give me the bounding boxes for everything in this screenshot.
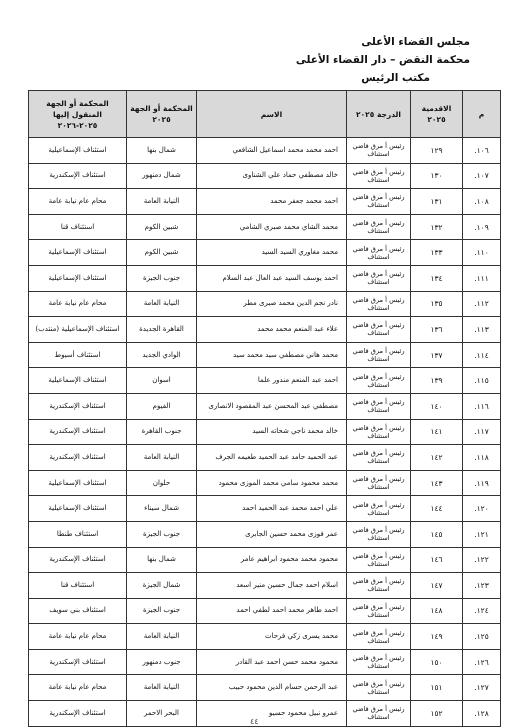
cell-seniority: ١٤٤ (411, 496, 463, 522)
cell-name: محمد محمود سامي محمد الموزى محمود (197, 470, 347, 496)
cell-seniority: ١٣٥ (411, 291, 463, 317)
cell-grade: رئيس أ مرق قاضي استئناف (347, 368, 411, 394)
cell-seniority: ١٤٢ (411, 445, 463, 471)
cell-grade: رئيس أ مرق قاضي استئناف (347, 701, 411, 727)
cell-grade: رئيس أ مرق قاضي استئناف (347, 240, 411, 266)
cell-court: اسوان (127, 368, 197, 394)
cell-seniority: ١٥٠ (411, 649, 463, 675)
cell-grade: رئيس أ مرق قاضي استئناف (347, 419, 411, 445)
table-body (29, 138, 501, 727)
cell-seq: ١٠٧. (463, 163, 501, 189)
cell-name: محمد هاني مصطفي سيد محمد سيد (197, 342, 347, 368)
cell-grade: رئيس أ مرق قاضي استئناف (347, 470, 411, 496)
cell-grade: رئيس أ مرق قاضي استئناف (347, 291, 411, 317)
cell-transfer: استئناف طنطا (29, 521, 127, 547)
table-row (29, 317, 501, 343)
cell-transfer: استئناف الإسكندرية (29, 163, 127, 189)
cell-name: محمود محمد محمود ابراهيم عامر (197, 547, 347, 573)
cell-name: علي احمد محمد عبد الحميد احمد (197, 496, 347, 522)
cell-seq: ١٢١. (463, 521, 501, 547)
cell-seniority: ١٤١ (411, 419, 463, 445)
cell-grade: رئيس أ مرق قاضي استئناف (347, 521, 411, 547)
cell-name: عبد الرحمن حسام الدين محمود حبيب (197, 675, 347, 701)
cell-transfer: استئناف قنا (29, 573, 127, 599)
cell-seniority: ١٣٤ (411, 265, 463, 291)
transfers-table (28, 90, 501, 727)
cell-court: جنوب الجيزة (127, 521, 197, 547)
cell-seq: ١٠٦. (463, 138, 501, 164)
cell-grade: رئيس أ مرق قاضي استئناف (347, 214, 411, 240)
header-council: مجلس القضاء الأعلى (361, 36, 470, 48)
cell-transfer: استئناف الإسكندرية (29, 547, 127, 573)
header-court: محكمة النقض – دار القضاء الأعلى (295, 54, 470, 66)
table-row (29, 419, 501, 445)
table-row (29, 265, 501, 291)
cell-grade: رئيس أ مرق قاضي استئناف (347, 496, 411, 522)
cell-transfer: استئناف الإسماعيلية (29, 470, 127, 496)
cell-court: النيابة العامة (127, 624, 197, 650)
table-row (29, 701, 501, 727)
cell-seq: ١٢٣. (463, 573, 501, 599)
cell-court: القاهرة الجديدة (127, 317, 197, 343)
cell-court: النيابة العامة (127, 189, 197, 215)
cell-court: البحر الاحمر (127, 701, 197, 727)
cell-transfer: محام عام نيابة عامة (29, 291, 127, 317)
cell-grade: رئيس أ مرق قاضي استئناف (347, 163, 411, 189)
cell-seniority: ١٤٦ (411, 547, 463, 573)
cell-seq: ١١٢. (463, 291, 501, 317)
table-row (29, 624, 501, 650)
cell-court: النيابة العامة (127, 675, 197, 701)
cell-seniority: ١٣٠ (411, 163, 463, 189)
cell-transfer: استئناف الإسماعيلية (منتدب) (29, 317, 127, 343)
document-header (296, 33, 470, 87)
cell-court: شمال دمنهور (127, 163, 197, 189)
cell-name: عبد الحميد حامد عبد الحميد طعيمه الجرف (197, 445, 347, 471)
table-row (29, 291, 501, 317)
cell-court: شبين الكوم (127, 240, 197, 266)
col-grade: الدرجة ٢٠٢٥ (347, 91, 411, 138)
cell-seniority: ١٤٣ (411, 470, 463, 496)
cell-court: جنوب الجيزة (127, 265, 197, 291)
cell-seq: ١١٥. (463, 368, 501, 394)
cell-seniority: ١٥٢ (411, 701, 463, 727)
cell-grade: رئيس أ مرق قاضي استئناف (347, 624, 411, 650)
cell-transfer: استئناف الإسكندرية (29, 393, 127, 419)
cell-name: احمد طاهر محمد احمد لطفي احمد (197, 598, 347, 624)
cell-name: محمود محمد حسن احمد عبد القادر (197, 649, 347, 675)
cell-grade: رئيس أ مرق قاضي استئناف (347, 445, 411, 471)
cell-seniority: ١٤٩ (411, 624, 463, 650)
cell-seq: ١٢٧. (463, 675, 501, 701)
cell-name: عمر فوزى محمد حسين الجابرى (197, 521, 347, 547)
cell-name: احمد محمد جعفر محمد (197, 189, 347, 215)
cell-transfer: استئناف الإسماعيلية (29, 496, 127, 522)
cell-transfer: استئناف الإسكندرية (29, 445, 127, 471)
cell-seq: ١١٤. (463, 342, 501, 368)
cell-name: عمرو نبيل محمود حسيو (197, 701, 347, 727)
cell-transfer: استئناف الإسماعيلية (29, 265, 127, 291)
table-row (29, 470, 501, 496)
table-row (29, 649, 501, 675)
table-row (29, 189, 501, 215)
cell-seniority: ١٣٣ (411, 240, 463, 266)
cell-transfer: استئناف بني سويف (29, 598, 127, 624)
col-seq: م (463, 91, 501, 138)
cell-seniority: ١٤٨ (411, 598, 463, 624)
cell-grade: رئيس أ مرق قاضي استئناف (347, 265, 411, 291)
cell-name: محمد مغاوري السيد السيد (197, 240, 347, 266)
cell-court: الوادي الجديد (127, 342, 197, 368)
cell-transfer: محام عام نيابة عامة (29, 189, 127, 215)
cell-seniority: ١٣١ (411, 189, 463, 215)
header-office: مكتب الرئيس (361, 72, 430, 84)
cell-grade: رئيس أ مرق قاضي استئناف (347, 573, 411, 599)
cell-grade: رئيس أ مرق قاضي استئناف (347, 675, 411, 701)
cell-court: جنوب دمنهور (127, 649, 197, 675)
cell-transfer: محام عام نيابة عامة (29, 675, 127, 701)
table-row (29, 445, 501, 471)
cell-grade: رئيس أ مرق قاضي استئناف (347, 393, 411, 419)
cell-grade: رئيس أ مرق قاضي استئناف (347, 317, 411, 343)
cell-seq: ١٠٨. (463, 189, 501, 215)
page-number: ٤٤ (250, 717, 259, 726)
cell-transfer: استئناف أسيوط (29, 342, 127, 368)
table-row (29, 521, 501, 547)
cell-name: علاء عبد المنعم محمد محمد (197, 317, 347, 343)
cell-name: احمد محمد محمد اسماعيل الشافعي (197, 138, 347, 164)
cell-court: شمال بنها (127, 138, 197, 164)
table-row (29, 240, 501, 266)
cell-transfer: استئناف الإسكندرية (29, 419, 127, 445)
cell-transfer: استئناف الإسماعيلية (29, 368, 127, 394)
cell-seq: ١١٨. (463, 445, 501, 471)
table-row (29, 163, 501, 189)
table-row (29, 598, 501, 624)
col-name: الاسم (197, 91, 347, 138)
cell-seniority: ١٣٦ (411, 317, 463, 343)
cell-seq: ١١٩. (463, 470, 501, 496)
cell-court: جنوب الجيزة (127, 598, 197, 624)
cell-seq: ١٢٤. (463, 598, 501, 624)
cell-court: شمال سيناء (127, 496, 197, 522)
cell-seq: ١٢٢. (463, 547, 501, 573)
cell-seq: ١٢٥. (463, 624, 501, 650)
cell-transfer: استئناف الإسماعيلية (29, 240, 127, 266)
cell-seq: ١١١. (463, 265, 501, 291)
table-row (29, 214, 501, 240)
cell-seq: ١٢٠. (463, 496, 501, 522)
cell-seq: ١١٧. (463, 419, 501, 445)
cell-grade: رئيس أ مرق قاضي استئناف (347, 649, 411, 675)
cell-grade: رئيس أ مرق قاضي استئناف (347, 547, 411, 573)
cell-seniority: ١٤٥ (411, 521, 463, 547)
cell-transfer: استئناف الإسكندرية (29, 649, 127, 675)
cell-name: محمد يسرى زكي فرحات (197, 624, 347, 650)
cell-seniority: ١٢٩ (411, 138, 463, 164)
cell-seq: ١٢٨. (463, 701, 501, 727)
table-row (29, 138, 501, 164)
cell-court: حلوان (127, 470, 197, 496)
cell-seniority: ١٣٢ (411, 214, 463, 240)
table-row (29, 342, 501, 368)
cell-seq: ١١٠. (463, 240, 501, 266)
cell-court: شمال الجيزة (127, 573, 197, 599)
cell-grade: رئيس أ مرق قاضي استئناف (347, 598, 411, 624)
cell-court: شمال بنها (127, 547, 197, 573)
cell-grade: رئيس أ مرق قاضي استئناف (347, 138, 411, 164)
cell-name: اسلام احمد جمال حسين منير اسعد (197, 573, 347, 599)
cell-name: محمد الشاي محمد صبري الشامي (197, 214, 347, 240)
cell-transfer: محام عام نيابة عامة (29, 624, 127, 650)
cell-seq: ١٠٩. (463, 214, 501, 240)
cell-grade: رئيس أ مرق قاضي استئناف (347, 342, 411, 368)
col-court: المحكمة أو الجهة ٢٠٢٥ (127, 91, 197, 138)
cell-transfer: استئناف الإسماعيلية (29, 138, 127, 164)
cell-name: مصطفي عبد المحسن عبد المقصود الانصارى (197, 393, 347, 419)
cell-name: احمد يوسف السيد عبد العال عبد السلام (197, 265, 347, 291)
col-seniority: الاقدمية ٢٠٢٥ (411, 91, 463, 138)
cell-seq: ١٢٦. (463, 649, 501, 675)
cell-transfer: استئناف قنا (29, 214, 127, 240)
table-header-row (29, 91, 501, 138)
table-row (29, 547, 501, 573)
cell-name: خالد مصطفي حماد علي الشناوى (197, 163, 347, 189)
cell-seniority: ١٤٠ (411, 393, 463, 419)
cell-court: جنوب القاهرة (127, 419, 197, 445)
cell-name: خالد محمد ناجي شحاته السيد (197, 419, 347, 445)
cell-seq: ١١٦. (463, 393, 501, 419)
col-transfer: المحكمة أو الجهة المنقول إليها ٢٠٢٥-٢٠٢٦ (29, 91, 127, 138)
cell-name: نادر نجم الدين محمد صبرى مطر (197, 291, 347, 317)
cell-seniority: ١٣٩ (411, 368, 463, 394)
cell-grade: رئيس أ مرق قاضي استئناف (347, 189, 411, 215)
cell-court: النيابة العامة (127, 291, 197, 317)
table-row (29, 368, 501, 394)
cell-court: شبين الكوم (127, 214, 197, 240)
cell-seniority: ١٤٧ (411, 573, 463, 599)
cell-seniority: ١٣٧ (411, 342, 463, 368)
cell-court: النيابة العامة (127, 445, 197, 471)
cell-name: احمد عبد المنعم مندور علما (197, 368, 347, 394)
table-row (29, 496, 501, 522)
table-row (29, 393, 501, 419)
cell-court: الفيوم (127, 393, 197, 419)
table-row (29, 675, 501, 701)
cell-seq: ١١٣. (463, 317, 501, 343)
table-row (29, 573, 501, 599)
cell-transfer: استئناف الإسكندرية (29, 701, 127, 727)
cell-seniority: ١٥١ (411, 675, 463, 701)
